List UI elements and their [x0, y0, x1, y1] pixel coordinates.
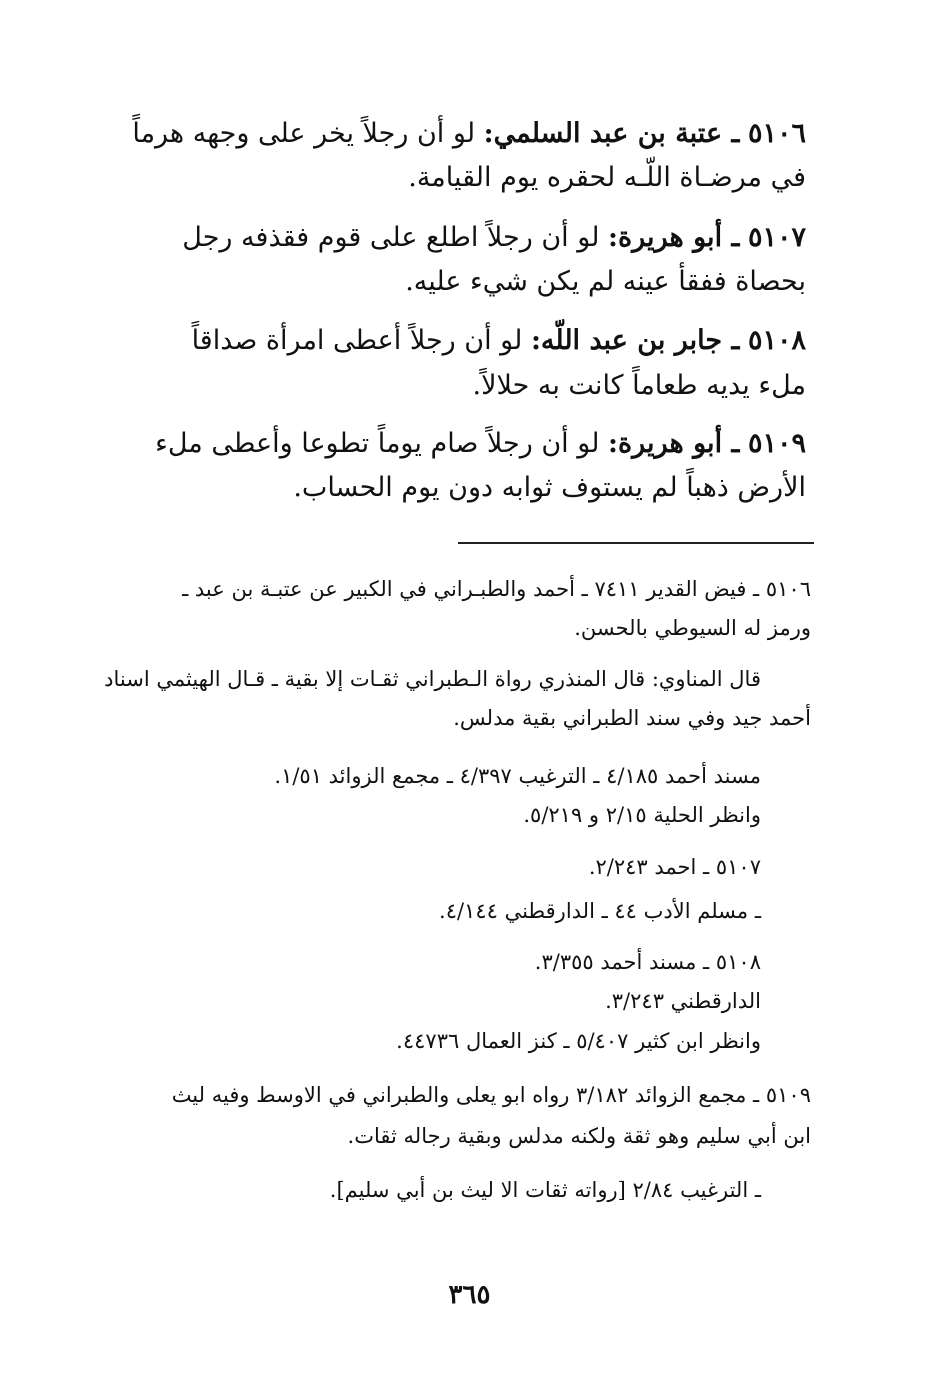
footnote-line: أحمد جيد وفي سند الطبراني بقية مدلس.: [453, 706, 811, 730]
entry-number: ٥١٠٨: [747, 325, 806, 356]
entry-5106-line-1: ٥١٠٦ ـ عتبة بن عبد السلمي: لو أن رجلاً يخر على وجهه هرماً: [132, 118, 806, 149]
entry-narrator: عتبة بن عبد السلمي:: [483, 118, 723, 149]
entry-5106-line-2: في مرضـاة اللّـه لحقره يوم القيامة.: [408, 162, 806, 193]
footnote-line: ـ الترغيب ٢/٨٤ [رواته ثقات الا ليث بن أبي سليم].: [329, 1178, 761, 1202]
entry-text: لو أن رجلاً أعطى امرأة صداقاً: [191, 325, 523, 356]
footnote-line: الدارقطني ٣/٢٤٣.: [605, 989, 761, 1013]
entry-text: لو أن رجلاً يخر على وجهه هرماً: [132, 118, 476, 149]
page-number: ٣٦٥: [448, 1280, 491, 1310]
footnote-line: ٥١٠٩ ـ مجمع الزوائد ٣/١٨٢ رواه ابو يعلى والطبراني في الاوسط وفيه ليث: [171, 1083, 811, 1107]
entry-5109-line-2: الأرض ذهباً لم يستوف ثوابه دون يوم الحساب.: [293, 472, 806, 503]
entry-narrator: جابر بن عبد اللّه:: [530, 325, 723, 356]
footnote-line: ابن أبي سليم وهو ثقة ولكنه مدلس وبقية رجاله ثقات.: [347, 1124, 811, 1148]
footnote-line: ـ مسلم الأدب ٤٤ ـ الدارقطني ٤/١٤٤.: [439, 899, 761, 923]
entry-number: ٥١٠٦: [747, 118, 806, 149]
entry-narrator: أبو هريرة:: [608, 222, 723, 253]
entry-5108-line-1: ٥١٠٨ ـ جابر بن عبد اللّه: لو أن رجلاً أعطى امرأة صداقاً: [191, 325, 806, 356]
entry-narrator: أبو هريرة:: [608, 428, 723, 459]
footnote-line: مسند أحمد ٤/١٨٥ ـ الترغيب ٤/٣٩٧ ـ مجمع الزوائد ١/٥١.: [274, 764, 761, 788]
entry-text: لو أن رجلاً صام يوماً تطوعا وأعطى ملء: [155, 428, 600, 459]
entry-number: ٥١٠٩: [747, 428, 806, 459]
footnote-divider: [458, 542, 814, 544]
footnote-line: ورمز له السيوطي بالحسن.: [574, 616, 811, 640]
entry-5107-line-1: ٥١٠٧ ـ أبو هريرة: لو أن رجلاً اطلع على قوم فقذفه رجل: [182, 222, 806, 253]
footnote-line: ٥١٠٧ ـ احمد ٢/٢٤٣.: [588, 855, 761, 879]
entry-5108-line-2: ملء يديه طعاماً كانت به حلالاً.: [472, 370, 806, 401]
footnote-line: قال المناوي: قال المنذري رواة الـطبراني ثقـات إلا بقية ـ قـال الهيثمي اسناد: [104, 667, 761, 691]
entry-text: لو أن رجلاً اطلع على قوم فقذفه رجل: [182, 222, 600, 253]
entry-5107-line-2: بحصاة ففقأ عينه لم يكن شيء عليه.: [405, 266, 806, 297]
footnote-line: ٥١٠٨ ـ مسند أحمد ٣/٣٥٥.: [534, 950, 761, 974]
footnote-line: ٥١٠٦ ـ فيض القدير ٧٤١١ ـ أحمد والطبـراني في الكبير عن عتبـة بن عبد ـ: [182, 577, 811, 601]
footnote-line: وانظر ابن كثير ٥/٤٠٧ ـ كنز العمال ٤٤٧٣٦.: [396, 1029, 761, 1053]
footnote-line: وانظر الحلية ٢/١٥ و ٥/٢١٩.: [523, 803, 761, 827]
entry-number: ٥١٠٧: [747, 222, 806, 253]
entry-5109-line-1: ٥١٠٩ ـ أبو هريرة: لو أن رجلاً صام يوماً تطوعا وأعطى ملء: [155, 428, 806, 459]
